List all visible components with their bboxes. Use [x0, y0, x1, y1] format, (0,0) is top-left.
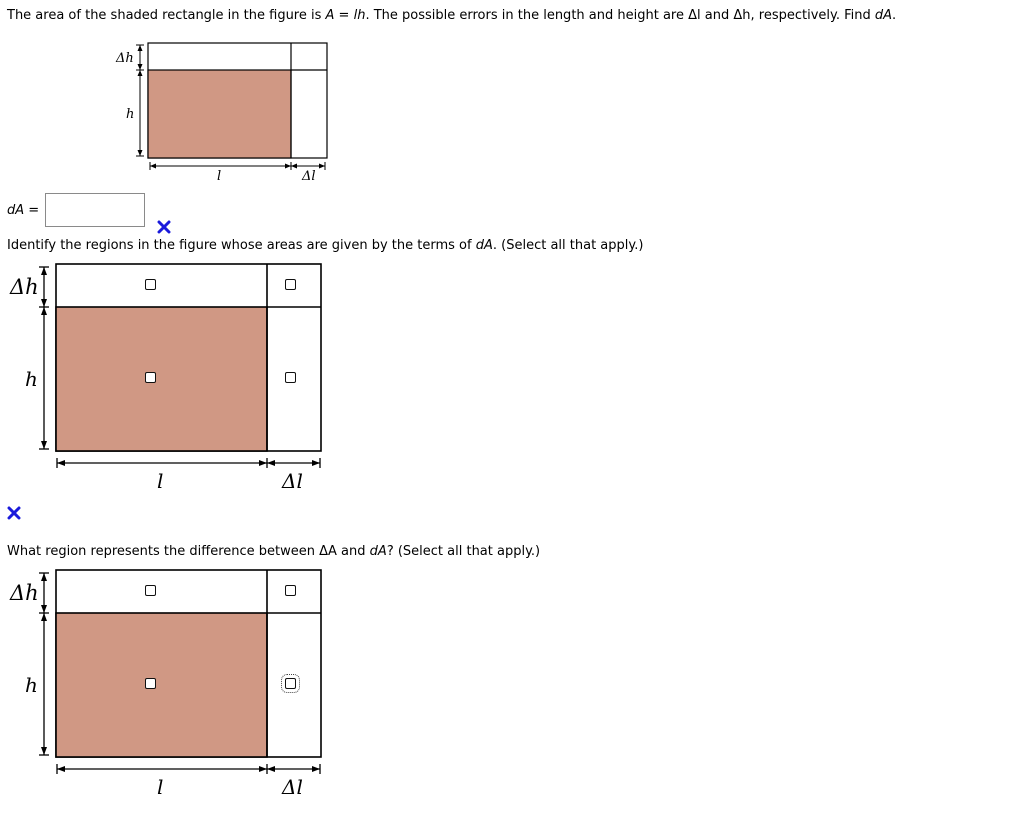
figure-regions-2-arrow-dh-down [41, 605, 47, 613]
question-intro-b: . The possible errors in the length and height are [365, 8, 689, 23]
figure-small-label-l: l [217, 169, 222, 184]
figure-small-arrow-dh-down [138, 64, 143, 70]
question-intro-a: The area of the shaded rectangle in the figure is [7, 8, 326, 23]
figure-regions-2-label-h: h [25, 673, 38, 697]
figure-regions-1-shaded-region [56, 307, 267, 451]
figure-regions-1-arrow-dh-down [41, 299, 47, 307]
part3-prompt-var: dA [369, 544, 387, 559]
delta-l-term: Δl [688, 8, 701, 23]
part3-prompt [7, 544, 540, 560]
da-label-var: dA [7, 203, 25, 218]
figure-regions-2-arrow-dl-left [267, 766, 275, 772]
region1-checkbox-right[interactable] [285, 372, 296, 383]
da-label-equals: = [24, 203, 40, 218]
question-intro-c: , respectively. Find [750, 8, 875, 23]
incorrect-mark-icon [7, 506, 21, 520]
figure-small-label-h: h [126, 107, 135, 122]
incorrect-mark-icon [157, 220, 171, 234]
region2-checkbox-top-right[interactable] [285, 585, 296, 596]
figure-regions-1-label-dh: Δh [10, 275, 39, 299]
figure-regions-2-group [9, 570, 321, 799]
part2-prompt-b: . (Select all that apply.) [492, 238, 644, 253]
figure-regions-2-arrow-dl-right [312, 766, 320, 772]
part3-prompt-a: What region represents the difference between [7, 544, 320, 559]
region2-checkbox-shaded[interactable] [145, 678, 156, 689]
area-variable: A [325, 8, 335, 23]
da-answer-input[interactable] [45, 193, 145, 227]
figure-regions-2-arrow-l-right [259, 766, 267, 772]
figure-small-shaded-region [148, 70, 291, 158]
region2-checkbox-top-left[interactable] [145, 585, 156, 596]
figure-small-label-dh: Δh [116, 51, 134, 66]
question-text [7, 8, 896, 24]
figure-regions-1-arrow-l-right [259, 460, 267, 466]
area-formula: lh [353, 8, 366, 23]
part2-prompt [7, 238, 643, 254]
figure-small-arrow-h-up [138, 70, 143, 76]
figure-small-group [115, 43, 327, 184]
figure-regions-1-outer-rect [56, 264, 321, 451]
region1-checkbox-shaded[interactable] [145, 372, 156, 383]
figure-regions-2-label-dl: Δl [282, 775, 303, 799]
figure-regions-2-arrow-l-left [57, 766, 65, 772]
region1-checkbox-top-right[interactable] [285, 279, 296, 290]
figure-regions-1-label-dl: Δl [282, 469, 303, 493]
figure-small-arrow-dh-up [138, 45, 143, 51]
figure-regions-2-outer-rect [56, 570, 321, 757]
figure-small-arrow-l-right [285, 164, 291, 169]
figure-small-arrow-l-left [150, 164, 156, 169]
figure-regions-2-arrow-h-up [41, 613, 47, 621]
figure-regions-1-label-l: l [157, 469, 164, 493]
figure-small-arrow-dl-right [319, 164, 325, 169]
figure-small-arrow-h-down [138, 150, 143, 156]
figure-regions-1-arrow-h-down [41, 441, 47, 449]
figure-regions-2-arrow-dh-up [41, 573, 47, 581]
figure-small-arrow-dl-left [291, 164, 297, 169]
region2-checkbox-right[interactable] [285, 678, 296, 689]
question-intro-end: . [892, 8, 897, 23]
figure-regions-2-label-l: l [157, 775, 164, 799]
figure-regions-1-label-h: h [25, 367, 38, 391]
part3-prompt-and: and [336, 544, 370, 559]
figure-regions-1-group [9, 264, 321, 493]
figure-regions-1-arrow-dl-right [312, 460, 320, 466]
find-variable: dA [874, 8, 893, 23]
part2-prompt-var: dA [475, 238, 493, 253]
figure-regions-1-arrow-h-up [41, 307, 47, 315]
figure-small-label-dl: Δl [302, 169, 316, 184]
part2-prompt-a: Identify the regions in the figure whose areas are given by the terms of [7, 238, 476, 253]
figure-regions-2-shaded-region [56, 613, 267, 757]
delta-h-term: Δh [733, 8, 751, 23]
figure-regions-1-arrow-l-left [57, 460, 65, 466]
da-label [7, 203, 39, 219]
figure-regions-1-arrow-dl-left [267, 460, 275, 466]
part3-prompt-delta: ΔA [319, 544, 337, 559]
figure-small-outer-rect [148, 43, 327, 158]
figure-regions-1-arrow-dh-up [41, 267, 47, 275]
figure-regions-2-label-dh: Δh [10, 581, 39, 605]
region1-checkbox-top-left[interactable] [145, 279, 156, 290]
figure-regions-2-arrow-h-down [41, 747, 47, 755]
equals-sign: = [334, 8, 354, 23]
part3-prompt-b: ? (Select all that apply.) [386, 544, 541, 559]
and-word: and [700, 8, 734, 23]
